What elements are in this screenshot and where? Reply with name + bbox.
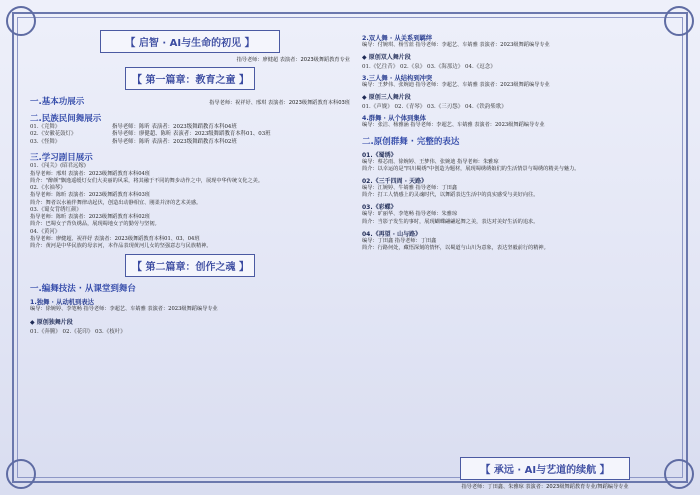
list-item: 03.《彩蝶》 编导：旷丽华、李笔畅 指导老师：朱雅琼 简介：当影子发生的事时，展现蝴蝶翩翩起舞之美，表达对美好生活的追求。 [362, 204, 539, 225]
list-item: 04.《再望 · 山与路》 编导：丁田鑫 指导老师：丁田鑫 简介：行路何处，藏悟深刻的情怀，以蜀道与山川为意象，表达坚毅前行的精神。 [362, 230, 549, 252]
choreo-section-title: 一.编舞技法 · 从课堂到舞台 [30, 284, 136, 295]
basic-note: 指导老师：祝祥妤、邢琪 表演者：2023级舞蹈教育本科03班 [209, 100, 350, 106]
solo-title: 1.独舞 · 从动机到表达 [30, 299, 94, 307]
duo-title: 2.双人舞 · 从关系到羁绊 [362, 35, 433, 42]
trio-heading: ◆ 原创三人舞片段 [362, 94, 411, 102]
list-item: 01.《闯关》(昭君远嫁) 指导老师：邢琪 表演者：2023级舞蹈教育本科04班 简介："醉颜"飘逸遥缓灯女们大美丽的风采，将其融于不同的舞步动作之中，展现中华传统文化之美。 [30, 163, 264, 184]
list-item: 03.《蜀女背绣红颜》 指导老师：陈昕 表演者：2023级舞蹈教育本科02班 简介：巴蜀女子背负绣品，展现蜀地女子的勤劳与坚韧。 [30, 206, 160, 228]
chapter1-title: 【 第一篇章：教育之童 】 [125, 67, 255, 90]
original-title: 二.原创群舞 · 完整的表达 [362, 136, 460, 147]
trio-note: 编导：王梦伟、张婉迪 指导老师：李超艺、车婧雅 表演者：2023级舞蹈编导专业 [362, 82, 550, 89]
basic-section [30, 95, 350, 107]
list-item: 01.《蜀绣》 编导：蔡芯雨、徐婉婷、王梦伟、张婉迪 指导老师：朱雅琼 简介：以幸运的是"四川蜀绣"中创造为题材，展现蜀绣绣娘们的生活情景与蜀绣的精美与魅力。 [362, 151, 580, 172]
repertoire-title: 三.学习剧目展示 [30, 153, 93, 164]
group-note: 编导：张洁、杨雅涵 指导老师：李超艺、车婧雅 表演者：2023级舞蹈编导专业 [362, 122, 545, 129]
right-column [362, 30, 682, 252]
duo-note: 编导：付婉琪、杨雪蓝 指导老师：李超艺、车婧雅 表演者：2023级舞蹈编导专业 [362, 42, 550, 48]
opening-title: 【 启智 · AI与生命的初见 】 [100, 30, 280, 53]
duo-heading: ◆ 原创双人舞片段 [362, 54, 411, 62]
trio-title: 3.三人舞 · 从结构到冲突 [362, 75, 433, 83]
solo-note: 编导：徐婉婷、李笔畅 指导老师：李超艺、车婧雅 表演者：2023级舞蹈编导专业 [30, 306, 218, 313]
chapter2-title: 【 第二篇章：创作之魂 】 [125, 254, 255, 277]
list-item: 04.《黄河》 指导老师：廖健超、祝祥妤 表演者：2023级舞蹈教育本科01、03、04班 简介：黄河是中华民族的母亲河，本作品表现黄河儿女的坚强意志与民族精神。 [30, 228, 212, 250]
basic-title: 一.基本功展示 [30, 97, 85, 107]
solo-works: 01.《奔腾》 02.《花印》 03.《枝叶》 [30, 328, 126, 335]
duo-works: 01.《忆往昔》 02.《泉》 03.《海那边》 04.《逗念》 [362, 64, 496, 71]
closing-note: 指导老师：丁田鑫、朱雅琼 表演者：2023级舞蹈教育专业/舞蹈编导专业 [461, 484, 629, 490]
corner-ornament-icon [6, 459, 36, 489]
opening-subtitle: 指导老师：廖健超 表演者：2023级舞蹈教育专业 [236, 57, 350, 63]
list-item: 02.《水袖琴》 指导老师：陈昕 表演者：2023级舞蹈教育本科03班 简介：舞者以水袖伴舞律动起伏，创造出动静相宜、刚柔并济的艺术美感。 [30, 185, 202, 206]
closing-title: 【 承远 · AI与艺道的续航 】 [460, 457, 630, 480]
group-title: 4.群舞 · 从个体到集体 [362, 115, 426, 123]
list-item: 01.《竞舞》 指导老师：陈昕 表演者：2023级舞蹈教育本科04班 [30, 124, 237, 130]
list-item: 02.《三千四周 · 天路》 编导：江婉婷、牛婧雅 指导老师：丁田鑫 简介：打工人情感上的灵魂时代，以舞蹈表达生活中的真实感受与美好向往。 [362, 178, 539, 199]
list-item: 02.《安徽花鼓灯》 指导老师：廖健超、陈昕 表演者：2023级舞蹈教育本科01、03班 [30, 131, 271, 138]
left-column [30, 30, 350, 335]
trio-works: 01.《声娩》 02.《青琴》 03.《三刃怨》 04.《铁韵柴歌》 [362, 104, 507, 111]
solo-heading: ◆ 原创独舞片段 [30, 318, 73, 326]
list-item: 03.《怪舞》 指导老师：陈昕 表演者：2023级舞蹈教育本科02班 [30, 138, 237, 145]
closing-section [420, 457, 670, 490]
folk-title: 二.民族民间舞展示 [30, 114, 102, 124]
